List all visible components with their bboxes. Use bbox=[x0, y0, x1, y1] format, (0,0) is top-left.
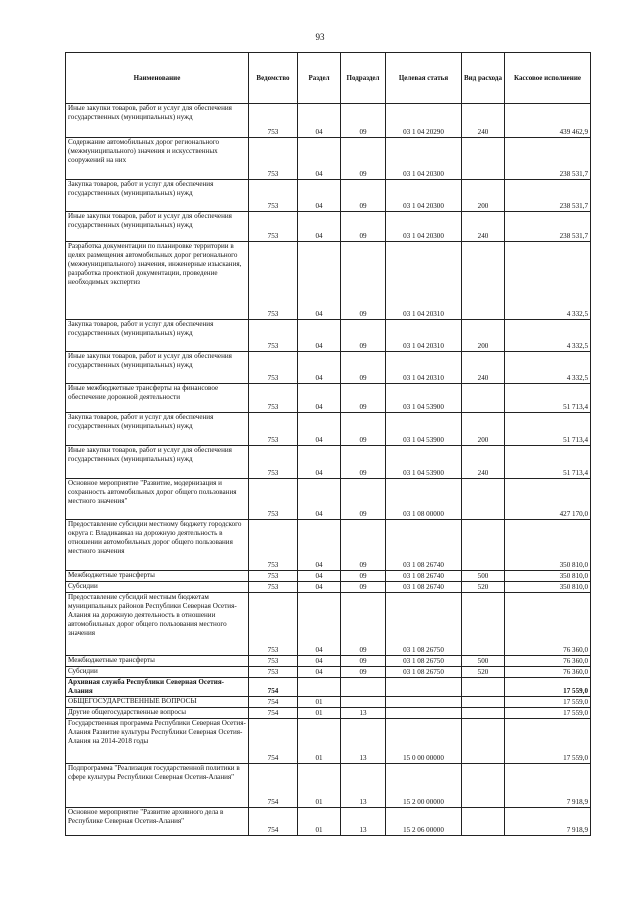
row-vedomstvo-cell: 753 bbox=[249, 520, 298, 571]
row-amount-cell: 350 810,0 bbox=[505, 582, 591, 593]
row-target-cell: 03 1 08 26750 bbox=[386, 667, 462, 678]
row-target-cell: 03 1 04 53900 bbox=[386, 446, 462, 479]
row-podrazdel-cell: 09 bbox=[341, 242, 386, 320]
row-amount-cell: 350 810,0 bbox=[505, 571, 591, 582]
row-podrazdel-cell bbox=[341, 697, 386, 708]
row-target-cell: 03 1 04 53900 bbox=[386, 413, 462, 446]
row-amount-cell: 76 360,0 bbox=[505, 593, 591, 656]
table-row bbox=[66, 212, 591, 242]
row-name-cell: Иные закупки товаров, работ и услуг для обеспечения государственных (муниципальных) нужд bbox=[66, 212, 249, 242]
row-vid-cell: 500 bbox=[462, 656, 505, 667]
row-podrazdel-cell: 09 bbox=[341, 180, 386, 212]
row-amount-cell: 439 462,9 bbox=[505, 104, 591, 138]
row-razdel-cell: 01 bbox=[298, 697, 341, 708]
row-name-cell: Разработка документации по планировке территории в целях размещения автомобильных дорог регионального (межмуниципального) значения, инженерные изыскания, разработка проектной документации, проведение необходимых экспертиз bbox=[66, 242, 249, 320]
row-amount-cell: 427 170,0 bbox=[505, 479, 591, 520]
row-target-cell: 03 1 08 00000 bbox=[386, 479, 462, 520]
row-vedomstvo-cell: 754 bbox=[249, 678, 298, 697]
table-row bbox=[66, 242, 591, 320]
header-vid: Вид расхода bbox=[462, 53, 505, 104]
budget-execution-table bbox=[65, 52, 591, 836]
row-amount-cell: 4 332,5 bbox=[505, 320, 591, 352]
table-row bbox=[66, 479, 591, 520]
row-podrazdel-cell: 09 bbox=[341, 352, 386, 384]
row-podrazdel-cell: 09 bbox=[341, 413, 386, 446]
row-vid-cell bbox=[462, 520, 505, 571]
row-razdel-cell bbox=[298, 678, 341, 697]
row-vedomstvo-cell: 753 bbox=[249, 571, 298, 582]
row-name-cell: Закупка товаров, работ и услуг для обеспечения государственных (муниципальных) нужд bbox=[66, 180, 249, 212]
row-razdel-cell: 01 bbox=[298, 719, 341, 764]
row-vid-cell bbox=[462, 593, 505, 656]
row-razdel-cell: 04 bbox=[298, 320, 341, 352]
row-razdel-cell: 04 bbox=[298, 138, 341, 180]
header-podrazdel: Подраздел bbox=[341, 53, 386, 104]
row-target-cell: 03 1 04 20290 bbox=[386, 104, 462, 138]
row-name-cell: ОБЩЕГОСУДАРСТВЕННЫЕ ВОПРОСЫ bbox=[66, 697, 249, 708]
row-podrazdel-cell: 09 bbox=[341, 571, 386, 582]
row-razdel-cell: 01 bbox=[298, 708, 341, 719]
row-amount-cell: 238 531,7 bbox=[505, 180, 591, 212]
row-razdel-cell: 04 bbox=[298, 656, 341, 667]
row-amount-cell: 350 810,0 bbox=[505, 520, 591, 571]
table-row bbox=[66, 582, 591, 593]
row-vid-cell bbox=[462, 808, 505, 836]
table-row bbox=[66, 697, 591, 708]
table-row bbox=[66, 446, 591, 479]
row-podrazdel-cell: 09 bbox=[341, 593, 386, 656]
row-vid-cell bbox=[462, 242, 505, 320]
row-name-cell: Закупка товаров, работ и услуг для обеспечения государственных (муниципальных) нужд bbox=[66, 320, 249, 352]
row-target-cell bbox=[386, 697, 462, 708]
row-vedomstvo-cell: 753 bbox=[249, 180, 298, 212]
row-target-cell: 15 2 00 00000 bbox=[386, 764, 462, 808]
row-vedomstvo-cell: 753 bbox=[249, 667, 298, 678]
table-row bbox=[66, 593, 591, 656]
row-amount-cell: 7 918,9 bbox=[505, 764, 591, 808]
table-row bbox=[66, 656, 591, 667]
row-podrazdel-cell: 09 bbox=[341, 104, 386, 138]
row-razdel-cell: 04 bbox=[298, 667, 341, 678]
row-vid-cell: 520 bbox=[462, 667, 505, 678]
row-amount-cell: 51 713,4 bbox=[505, 384, 591, 413]
row-target-cell: 03 1 08 26740 bbox=[386, 571, 462, 582]
row-name-cell: Закупка товаров, работ и услуг для обеспечения государственных (муниципальных) нужд bbox=[66, 413, 249, 446]
row-target-cell: 03 1 04 20310 bbox=[386, 320, 462, 352]
row-vedomstvo-cell: 754 bbox=[249, 697, 298, 708]
table-row bbox=[66, 667, 591, 678]
row-name-cell: Межбюджетные трансферты bbox=[66, 571, 249, 582]
row-amount-cell: 4 332,5 bbox=[505, 242, 591, 320]
table-row bbox=[66, 808, 591, 836]
row-amount-cell: 76 360,0 bbox=[505, 667, 591, 678]
table-row bbox=[66, 413, 591, 446]
row-vid-cell: 200 bbox=[462, 413, 505, 446]
row-vid-cell bbox=[462, 764, 505, 808]
header-name: Наименование bbox=[66, 53, 249, 104]
table-body bbox=[66, 104, 591, 836]
row-amount-cell: 238 531,7 bbox=[505, 212, 591, 242]
table-row bbox=[66, 571, 591, 582]
header-amount: Кассовое исполнение bbox=[505, 53, 591, 104]
row-target-cell: 15 2 06 00000 bbox=[386, 808, 462, 836]
row-razdel-cell: 04 bbox=[298, 520, 341, 571]
table-row bbox=[66, 138, 591, 180]
row-amount-cell: 17 559,0 bbox=[505, 719, 591, 764]
row-vedomstvo-cell: 753 bbox=[249, 320, 298, 352]
row-amount-cell: 17 559,0 bbox=[505, 678, 591, 697]
row-razdel-cell: 04 bbox=[298, 446, 341, 479]
row-target-cell: 03 1 04 53900 bbox=[386, 384, 462, 413]
row-podrazdel-cell: 09 bbox=[341, 212, 386, 242]
row-podrazdel-cell: 13 bbox=[341, 764, 386, 808]
row-razdel-cell: 04 bbox=[298, 413, 341, 446]
row-vid-cell bbox=[462, 697, 505, 708]
row-target-cell: 03 1 04 20300 bbox=[386, 212, 462, 242]
row-podrazdel-cell bbox=[341, 678, 386, 697]
table-row bbox=[66, 104, 591, 138]
row-amount-cell: 4 332,5 bbox=[505, 352, 591, 384]
row-vid-cell bbox=[462, 479, 505, 520]
row-razdel-cell: 04 bbox=[298, 242, 341, 320]
row-vid-cell: 500 bbox=[462, 571, 505, 582]
row-vedomstvo-cell: 754 bbox=[249, 708, 298, 719]
row-amount-cell: 17 559,0 bbox=[505, 708, 591, 719]
row-name-cell: Субсидии bbox=[66, 667, 249, 678]
row-vedomstvo-cell: 753 bbox=[249, 104, 298, 138]
table-row bbox=[66, 320, 591, 352]
row-razdel-cell: 04 bbox=[298, 582, 341, 593]
row-razdel-cell: 04 bbox=[298, 571, 341, 582]
table-row bbox=[66, 764, 591, 808]
row-razdel-cell: 04 bbox=[298, 593, 341, 656]
header-vedomstvo: Ведомство bbox=[249, 53, 298, 104]
row-vedomstvo-cell: 754 bbox=[249, 808, 298, 836]
row-podrazdel-cell: 09 bbox=[341, 479, 386, 520]
row-vedomstvo-cell: 754 bbox=[249, 764, 298, 808]
row-vedomstvo-cell: 753 bbox=[249, 479, 298, 520]
table-row bbox=[66, 384, 591, 413]
row-target-cell bbox=[386, 708, 462, 719]
row-vid-cell: 240 bbox=[462, 352, 505, 384]
row-razdel-cell: 04 bbox=[298, 180, 341, 212]
table-row bbox=[66, 708, 591, 719]
row-amount-cell: 51 713,4 bbox=[505, 413, 591, 446]
row-vid-cell: 240 bbox=[462, 104, 505, 138]
row-target-cell: 03 1 08 26750 bbox=[386, 593, 462, 656]
row-podrazdel-cell: 09 bbox=[341, 520, 386, 571]
row-target-cell: 03 1 04 20310 bbox=[386, 242, 462, 320]
row-podrazdel-cell: 09 bbox=[341, 582, 386, 593]
row-target-cell: 03 1 08 26750 bbox=[386, 656, 462, 667]
row-vid-cell: 240 bbox=[462, 212, 505, 242]
row-name-cell: Основное мероприятие "Развитие, модернизация и сохранность автомобильных дорог общего пользования местного значения" bbox=[66, 479, 249, 520]
table-row bbox=[66, 719, 591, 764]
row-amount-cell: 7 918,9 bbox=[505, 808, 591, 836]
row-podrazdel-cell: 09 bbox=[341, 656, 386, 667]
row-podrazdel-cell: 09 bbox=[341, 138, 386, 180]
row-name-cell: Предоставление субсидии местному бюджету городского округа г. Владикавказ на дорожную деятельность в отношении автомобильных дорог общего пользования местного значения bbox=[66, 520, 249, 571]
row-vid-cell bbox=[462, 384, 505, 413]
row-name-cell: Межбюджетные трансферты bbox=[66, 656, 249, 667]
row-target-cell: 03 1 08 26740 bbox=[386, 582, 462, 593]
row-target-cell: 03 1 04 20300 bbox=[386, 138, 462, 180]
row-vid-cell: 520 bbox=[462, 582, 505, 593]
row-vedomstvo-cell: 753 bbox=[249, 352, 298, 384]
row-vedomstvo-cell: 753 bbox=[249, 242, 298, 320]
row-name-cell: Архивная служба Республики Северная Осетия-Алания bbox=[66, 678, 249, 697]
row-name-cell: Иные закупки товаров, работ и услуг для обеспечения государственных (муниципальных) нужд bbox=[66, 446, 249, 479]
row-vedomstvo-cell: 754 bbox=[249, 719, 298, 764]
table-row bbox=[66, 520, 591, 571]
row-vid-cell bbox=[462, 138, 505, 180]
row-podrazdel-cell: 13 bbox=[341, 719, 386, 764]
row-name-cell: Субсидии bbox=[66, 582, 249, 593]
row-razdel-cell: 01 bbox=[298, 764, 341, 808]
row-vedomstvo-cell: 753 bbox=[249, 212, 298, 242]
row-target-cell: 03 1 08 26740 bbox=[386, 520, 462, 571]
header-razdel: Раздел bbox=[298, 53, 341, 104]
row-vedomstvo-cell: 753 bbox=[249, 593, 298, 656]
table-row bbox=[66, 180, 591, 212]
row-amount-cell: 76 360,0 bbox=[505, 656, 591, 667]
row-name-cell: Иные межбюджетные трансферты на финансовое обеспечение дорожной деятельности bbox=[66, 384, 249, 413]
table-header-row bbox=[66, 53, 591, 104]
row-vedomstvo-cell: 753 bbox=[249, 413, 298, 446]
row-razdel-cell: 04 bbox=[298, 384, 341, 413]
row-target-cell: 15 0 00 00000 bbox=[386, 719, 462, 764]
row-vedomstvo-cell: 753 bbox=[249, 384, 298, 413]
row-podrazdel-cell: 09 bbox=[341, 446, 386, 479]
row-razdel-cell: 04 bbox=[298, 104, 341, 138]
row-target-cell: 03 1 04 20300 bbox=[386, 180, 462, 212]
row-target-cell: 03 1 04 20310 bbox=[386, 352, 462, 384]
row-vid-cell: 200 bbox=[462, 180, 505, 212]
row-vedomstvo-cell: 753 bbox=[249, 446, 298, 479]
row-vid-cell: 200 bbox=[462, 320, 505, 352]
row-razdel-cell: 04 bbox=[298, 352, 341, 384]
row-vid-cell: 240 bbox=[462, 446, 505, 479]
row-name-cell: Иные закупки товаров, работ и услуг для обеспечения государственных (муниципальных) нужд bbox=[66, 104, 249, 138]
row-podrazdel-cell: 09 bbox=[341, 384, 386, 413]
header-target: Целевая статья bbox=[386, 53, 462, 104]
row-razdel-cell: 04 bbox=[298, 479, 341, 520]
table-row bbox=[66, 352, 591, 384]
row-amount-cell: 17 559,0 bbox=[505, 697, 591, 708]
row-razdel-cell: 01 bbox=[298, 808, 341, 836]
row-name-cell: Предоставление субсидий местным бюджетам муниципальных районов Республики Северная Осетия-Алания на дорожную деятельность в отношении автомобильных дорог общего пользования местного значения bbox=[66, 593, 249, 656]
row-name-cell: Подпрограмма "Реализация государственной политики в сфере культуры Республики Северная Осетия-Алания" bbox=[66, 764, 249, 808]
row-vedomstvo-cell: 753 bbox=[249, 138, 298, 180]
row-name-cell: Содержание автомобильных дорог регионального (межмуниципального) значения и искусственных сооружений на них bbox=[66, 138, 249, 180]
row-podrazdel-cell: 09 bbox=[341, 667, 386, 678]
row-name-cell: Основное мероприятие "Развитие архивного дела в Республике Северная Осетия-Алания" bbox=[66, 808, 249, 836]
row-podrazdel-cell: 13 bbox=[341, 808, 386, 836]
row-name-cell: Другие общегосударственные вопросы bbox=[66, 708, 249, 719]
row-name-cell: Иные закупки товаров, работ и услуг для обеспечения государственных (муниципальных) нужд bbox=[66, 352, 249, 384]
row-vedomstvo-cell: 753 bbox=[249, 656, 298, 667]
row-vid-cell bbox=[462, 719, 505, 764]
row-podrazdel-cell: 13 bbox=[341, 708, 386, 719]
row-razdel-cell: 04 bbox=[298, 212, 341, 242]
row-podrazdel-cell: 09 bbox=[341, 320, 386, 352]
row-amount-cell: 51 713,4 bbox=[505, 446, 591, 479]
page-number: 93 bbox=[315, 32, 325, 42]
row-name-cell: Государственная программа Республики Северная Осетия-Алания Развитие культуры Республики Северная Осетия-Алания на 2014-2018 годы bbox=[66, 719, 249, 764]
row-amount-cell: 238 531,7 bbox=[505, 138, 591, 180]
table-row bbox=[66, 678, 591, 697]
row-target-cell bbox=[386, 678, 462, 697]
row-vid-cell bbox=[462, 678, 505, 697]
row-vedomstvo-cell: 753 bbox=[249, 582, 298, 593]
row-vid-cell bbox=[462, 708, 505, 719]
